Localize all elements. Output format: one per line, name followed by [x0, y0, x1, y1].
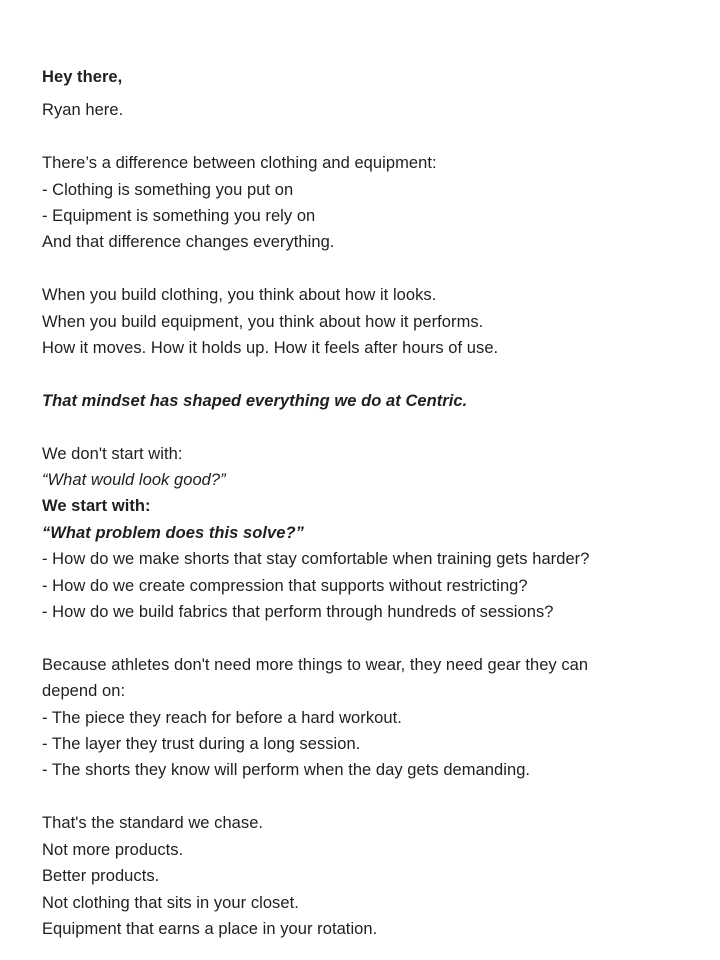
- text-line: There’s a difference between clothing and equipment:: [42, 154, 437, 173]
- quote-line: “What would look good?”: [42, 471, 226, 490]
- paragraph-gap: [42, 256, 660, 282]
- list-item: - How do we create compression that supports without restricting?: [42, 576, 528, 595]
- text-line: Not clothing that sits in your closet.: [42, 893, 299, 912]
- paragraph-gap: [42, 124, 660, 150]
- text-line: That's the standard we chase.: [42, 814, 264, 833]
- greeting: Hey there,: [42, 68, 123, 86]
- text-line: depend on:: [42, 682, 126, 701]
- text-line: Not more products.: [42, 840, 184, 859]
- paragraph-gap: [42, 414, 660, 440]
- quote-line: “What problem does this solve?”: [42, 523, 304, 542]
- list-item: - The piece they reach for before a hard workout.: [42, 708, 402, 727]
- text-line: Better products.: [42, 867, 160, 886]
- text-line: When you build clothing, you think about how it looks.: [42, 286, 437, 305]
- text-line: Because athletes don't need more things to wear, they need gear they can: [42, 655, 589, 674]
- text-line: We don't start with:: [42, 444, 183, 463]
- paragraph-athletes: [42, 652, 660, 784]
- paragraph-standard: [42, 810, 660, 942]
- paragraph-build: [42, 282, 660, 361]
- paragraph-start: [42, 441, 660, 626]
- text-line: And that difference changes everything.: [42, 233, 335, 252]
- list-item: - How do we make shorts that stay comfortable when training gets harder?: [42, 550, 590, 569]
- text-line: We start with:: [42, 497, 151, 516]
- text-line: When you build equipment, you think about how it performs.: [42, 312, 484, 331]
- text-line: How it moves. How it holds up. How it feels after hours of use.: [42, 339, 499, 358]
- list-item: - How do we build fabrics that perform through hundreds of sessions?: [42, 603, 554, 622]
- intro-line: Ryan here.: [42, 101, 124, 120]
- list-item: - The layer they trust during a long session.: [42, 735, 361, 754]
- list-item: - Equipment is something you rely on: [42, 207, 316, 226]
- list-item: - The shorts they know will perform when the day gets demanding.: [42, 761, 531, 780]
- paragraph-gap: [42, 625, 660, 651]
- mindset-statement: That mindset has shaped everything we do at Centric.: [42, 391, 468, 410]
- paragraph-gap: [42, 784, 660, 810]
- text-line: Equipment that earns a place in your rotation.: [42, 919, 378, 938]
- paragraph-difference: [42, 150, 660, 256]
- list-item: - Clothing is something you put on: [42, 180, 294, 199]
- paragraph-gap: [42, 361, 660, 387]
